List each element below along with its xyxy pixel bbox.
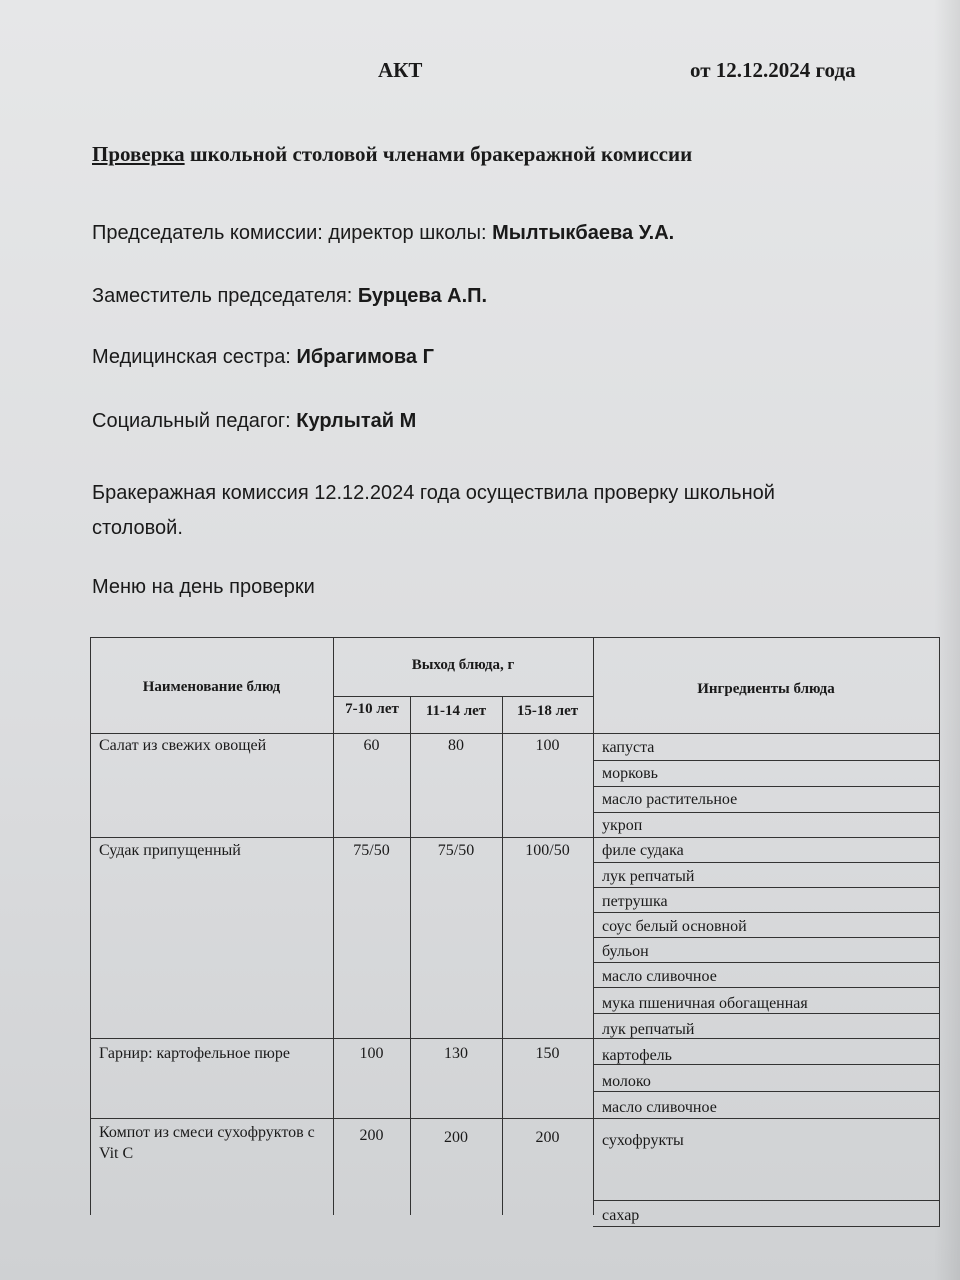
member-label: Медицинская сестра: [92, 346, 297, 368]
table-border [593, 937, 940, 938]
table-border [90, 637, 940, 638]
ingredient: бульон [602, 943, 649, 960]
yield-7-10: 100 [359, 1045, 384, 1062]
yield-7-10: 60 [363, 737, 380, 754]
yield-11-14: 200 [444, 1129, 468, 1146]
table-border [593, 760, 940, 761]
document-title [92, 142, 692, 167]
header-age-15-18: 15-18 лет [516, 703, 579, 719]
table-border [593, 887, 940, 888]
title-underlined: Проверка [92, 142, 185, 166]
table-border [90, 637, 91, 1215]
yield-11-14: 80 [448, 737, 464, 754]
member-chairman [92, 222, 674, 245]
member-nurse [92, 346, 434, 369]
ingredient: лук репчатый [602, 1021, 695, 1038]
yield-11-14: 75/50 [437, 842, 475, 859]
yield-15-18: 100/50 [525, 842, 570, 859]
ingredient: сухофрукты [602, 1132, 684, 1149]
member-name: Бурцева А.П. [357, 285, 488, 307]
table-border [593, 1226, 940, 1227]
ingredient: соус белый основной [602, 918, 747, 935]
yield-15-18: 100 [535, 737, 560, 754]
yield-11-14: 130 [444, 1045, 468, 1062]
ingredient: масло растительное [602, 791, 738, 808]
member-label: Председатель комиссии: директор школы: [92, 222, 493, 244]
table-border [90, 1038, 940, 1039]
ingredient: сахар [602, 1207, 640, 1224]
yield-15-18: 200 [535, 1129, 560, 1146]
ingredient: молоко [602, 1073, 651, 1090]
title-rest: школьной столовой членами бракеражной комиссии [184, 142, 693, 166]
header-yield: Выход блюда, г [411, 657, 515, 673]
member-name: Курлытай М [296, 410, 417, 432]
ingredient: лук репчатый [602, 868, 695, 885]
dish-name: Салат из свежих овощей [99, 737, 267, 754]
ingredient: масло сливочное [602, 968, 717, 985]
ingredient: картофель [602, 1047, 672, 1064]
header-age-11-14: 11-14 лет [425, 703, 487, 719]
inspection-paragraph: Бракеражная комиссия 12.12.2024 года осуществила проверку школьной столовой. [92, 482, 775, 539]
table-border [90, 733, 940, 734]
table-border [90, 1118, 940, 1119]
ingredient: укроп [602, 817, 643, 834]
member-label: Заместитель председателя: [92, 285, 358, 307]
act-heading: АКТ [378, 58, 423, 82]
ingredient: мука пшеничная обогащенная [602, 995, 808, 1012]
dish-name: Компот из смеси сухофруктов с Vit C [99, 1124, 315, 1162]
menu-table [90, 637, 940, 1227]
member-name: Ибрагимова Г [296, 346, 434, 368]
table-border [593, 862, 940, 863]
table-border [333, 696, 593, 697]
table-border [593, 1200, 940, 1201]
header-ingredients: Ингредиенты блюда [697, 681, 835, 697]
ingredient: петрушка [602, 893, 668, 910]
table-border [593, 962, 940, 963]
table-border [593, 637, 594, 1215]
table-border [593, 912, 940, 913]
menu-label: Меню на день проверки [92, 576, 315, 598]
table-border [593, 987, 940, 988]
member-label: Социальный педагог: [92, 410, 297, 432]
table-border [939, 637, 940, 1227]
yield-15-18: 150 [535, 1045, 560, 1062]
table-border [593, 812, 940, 813]
ingredient: капуста [602, 739, 655, 756]
member-name: Мылтыкбаева У.А. [492, 222, 675, 244]
member-social-teacher [92, 410, 416, 433]
ingredient: морковь [602, 765, 658, 782]
act-date: от 12.12.2024 года [690, 58, 856, 82]
dish-name: Гарнир: картофельное пюре [99, 1045, 290, 1062]
yield-7-10: 75/50 [353, 842, 390, 859]
dish-name: Судак припущенный [99, 842, 241, 859]
ingredient: масло сливочное [602, 1099, 717, 1116]
header-dish: Наименование блюд [142, 679, 281, 695]
ingredient: филе судака [602, 842, 684, 859]
member-deputy [92, 285, 487, 308]
yield-7-10: 200 [359, 1127, 384, 1144]
table-border [90, 837, 940, 838]
header-age-7-10: 7-10 лет [345, 701, 399, 717]
table-border [593, 786, 940, 787]
